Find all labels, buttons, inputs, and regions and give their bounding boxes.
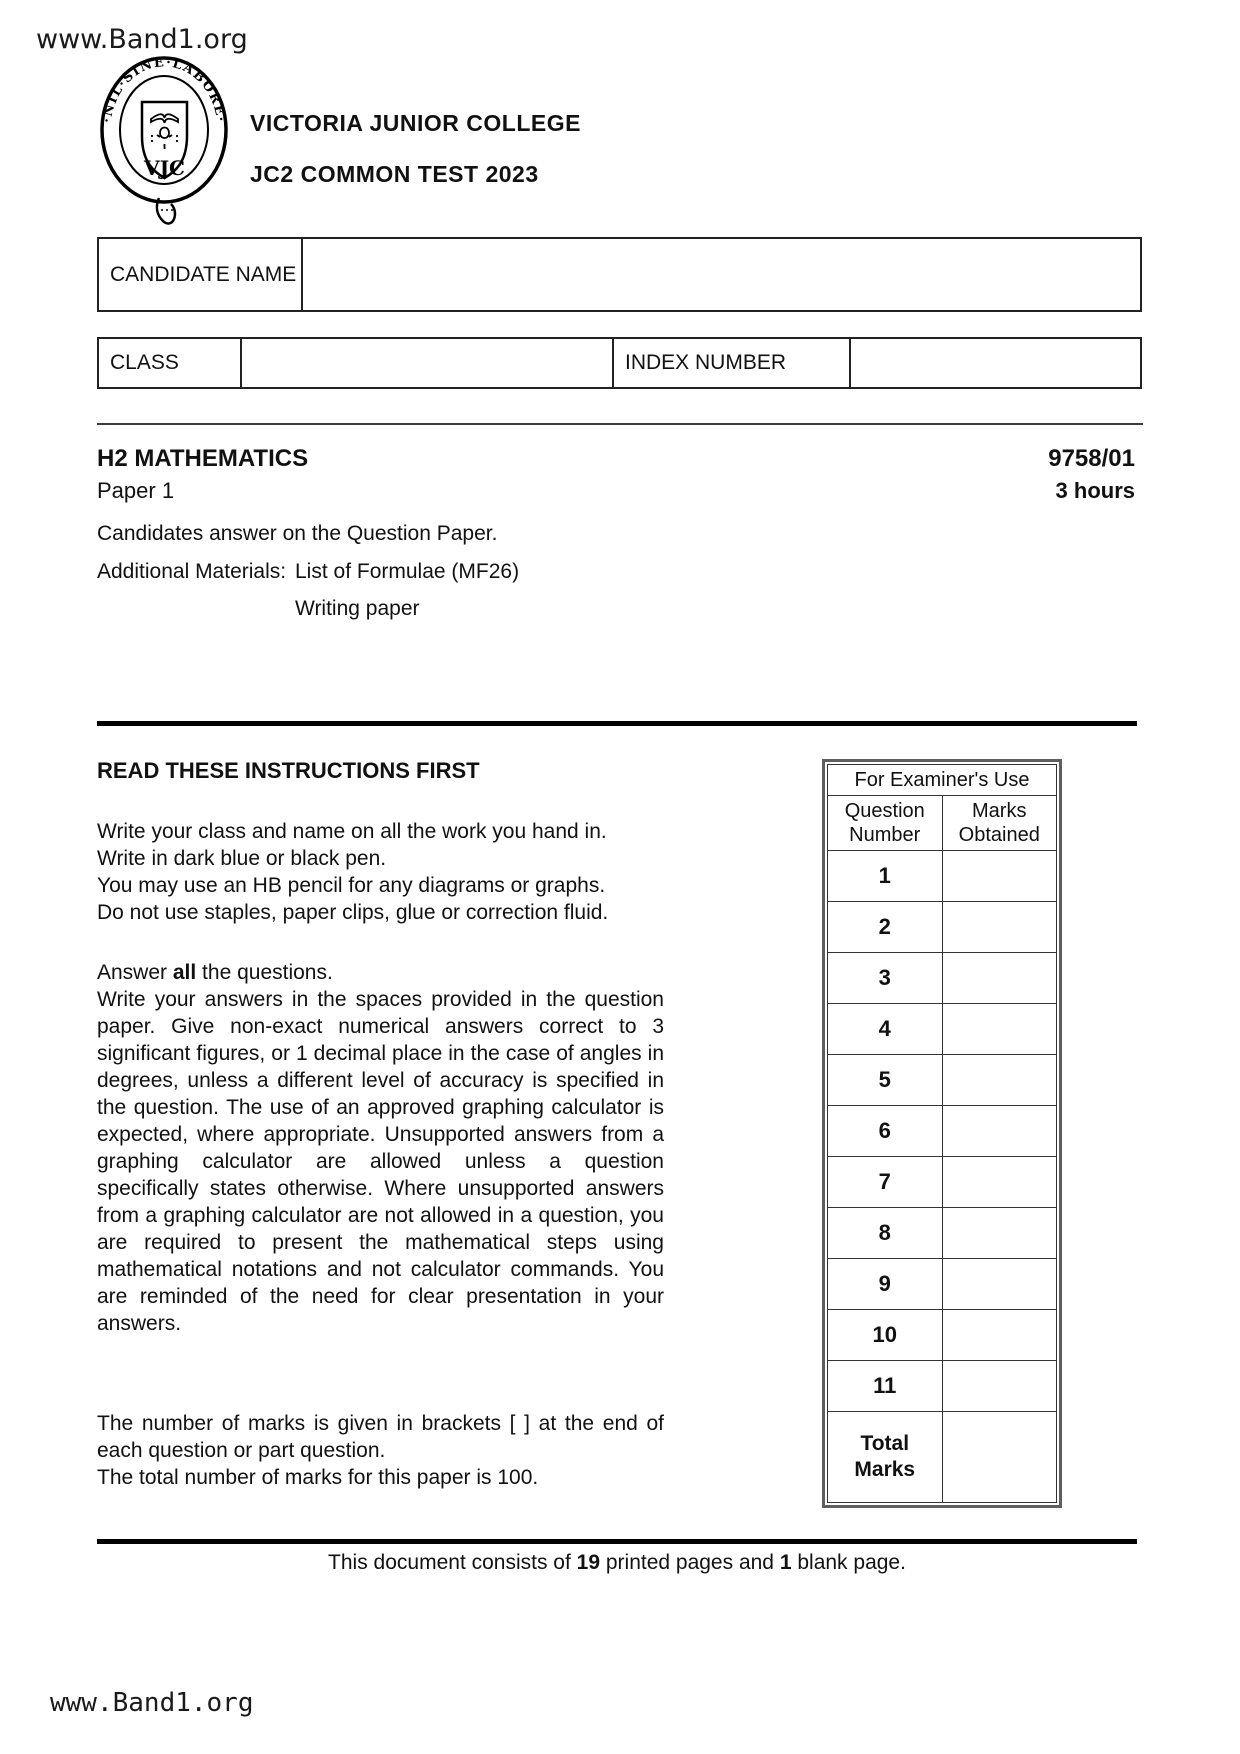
- watermark-top: www.Band1.org: [36, 24, 248, 55]
- college-name: VICTORIA JUNIOR COLLEGE: [250, 110, 581, 136]
- paper-number: Paper 1: [97, 478, 175, 503]
- table-row: [828, 1055, 1057, 1106]
- footer-blank-count: 1: [779, 1551, 792, 1574]
- question-number: 5: [828, 1055, 943, 1106]
- total-marks-label: Total Marks: [828, 1412, 943, 1503]
- footer-prefix: This document consists of: [328, 1551, 577, 1574]
- question-number: 7: [828, 1157, 943, 1208]
- table-row: [828, 1259, 1057, 1310]
- additional-material-1: List of Formulae (MF26): [295, 560, 520, 583]
- candidate-name-box: [97, 237, 1142, 312]
- footer-suffix: blank page.: [791, 1551, 906, 1574]
- additional-materials-label: Additional Materials:: [97, 560, 287, 583]
- table-row: [828, 953, 1057, 1004]
- marks-cell: [942, 851, 1057, 902]
- instructions-paragraph-3: [97, 1410, 664, 1491]
- marks-cell: [942, 1310, 1057, 1361]
- instruction-line: You may use an HB pencil for any diagrams or graphs.: [97, 874, 606, 897]
- answer-prefix: Answer: [97, 961, 173, 984]
- table-row: [828, 1157, 1057, 1208]
- section-rule-bottom: [97, 1539, 1137, 1544]
- class-index-box: [97, 337, 1142, 389]
- candidate-name-label: CANDIDATE NAME: [98, 238, 302, 311]
- answer-suffix: the questions.: [196, 961, 333, 984]
- question-number: 6: [828, 1106, 943, 1157]
- marks-cell: [942, 1106, 1057, 1157]
- table-row: [828, 1208, 1057, 1259]
- candidate-name-field[interactable]: [302, 238, 1141, 311]
- answer-note: Candidates answer on the Question Paper.: [97, 522, 498, 545]
- test-title: JC2 COMMON TEST 2023: [250, 161, 539, 187]
- question-number: 4: [828, 1004, 943, 1055]
- marks-cell: [942, 1361, 1057, 1412]
- marks-cell: [942, 1259, 1057, 1310]
- marks-brackets-line: The number of marks is given in brackets [ ] at the end of each question or part question.: [97, 1412, 664, 1462]
- marks-cell: [942, 1157, 1057, 1208]
- paper-code: 9758/01: [1048, 445, 1135, 472]
- footer-middle: printed pages and: [600, 1551, 780, 1574]
- instructions-paragraph-1: [97, 818, 664, 926]
- question-number: 3: [828, 953, 943, 1004]
- table-row: [828, 851, 1057, 902]
- total-marks-row: [828, 1412, 1057, 1503]
- total-marks-line: The total number of marks for this paper is 100.: [97, 1466, 539, 1489]
- instruction-line: Write in dark blue or black pen.: [97, 847, 387, 870]
- logo-initials: VJC: [144, 156, 185, 180]
- table-row: [828, 1361, 1057, 1412]
- section-rule-top: [97, 721, 1137, 726]
- instructions-paragraph-2: Write your answers in the spaces provided in the question paper. Give non-exact numerical answers correct to 3 significant figures, or 1 decimal place in the case of angles in degrees, unless a different level of accuracy is specified in the question. The use of an approved graphing calculator is expected, where appropriate. Unsupported answers from a graphing calculator are allowed unless a question specifically states otherwise. Where unsupported answers from a graphing calculator are not allowed in a question, you are required to present the mathematical steps using mathematical notations and not calculator commands. You are reminded of the need for clear presentation in your answers.: [97, 988, 664, 1335]
- table-row: [828, 902, 1057, 953]
- marks-obtained-header: Marks Obtained: [942, 796, 1057, 851]
- table-row: [828, 1310, 1057, 1361]
- question-number: 11: [828, 1361, 943, 1412]
- index-number-label: INDEX NUMBER: [613, 338, 850, 388]
- index-number-field[interactable]: [850, 338, 1141, 388]
- logo-tulip-icon: [157, 128, 172, 150]
- question-number: 8: [828, 1208, 943, 1259]
- instruction-line: Write your class and name on all the work you hand in.: [97, 820, 607, 843]
- table-row: [828, 1106, 1057, 1157]
- class-field[interactable]: [241, 338, 613, 388]
- footer-pages-count: 19: [576, 1551, 601, 1574]
- total-marks-cell: [942, 1412, 1057, 1503]
- marks-cell: [942, 1004, 1057, 1055]
- watermark-bottom: www.Band1.org: [50, 1688, 254, 1718]
- paper-duration: 3 hours: [1055, 478, 1135, 503]
- examiner-table-title: For Examiner's Use: [828, 765, 1057, 796]
- subject-title: H2 MATHEMATICS: [97, 445, 309, 472]
- instruction-line: Do not use staples, paper clips, glue or correction fluid.: [97, 901, 609, 924]
- examiner-use-table: [822, 759, 1062, 1508]
- question-number-header: Question Number: [828, 796, 943, 851]
- logo-dot: [151, 140, 153, 142]
- logo-motto: ·NIL·SINE·LABORE·: [99, 55, 229, 124]
- question-number: 10: [828, 1310, 943, 1361]
- answer-bold: all: [172, 961, 197, 984]
- instructions-title: READ THESE INSTRUCTIONS FIRST: [97, 758, 480, 783]
- logo-dot: [176, 135, 178, 137]
- class-label: CLASS: [98, 338, 241, 388]
- answer-all-line: [97, 959, 664, 986]
- logo-book-icon: [151, 114, 178, 123]
- question-number: 1: [828, 851, 943, 902]
- vjc-crest-logo: [98, 50, 236, 228]
- divider-line: [97, 423, 1143, 425]
- marks-cell: [942, 953, 1057, 1004]
- question-number: 9: [828, 1259, 943, 1310]
- table-row: [828, 1004, 1057, 1055]
- marks-cell: [942, 902, 1057, 953]
- document-footer-note: [97, 1551, 1137, 1575]
- logo-dot: [176, 140, 178, 142]
- marks-cell: [942, 1208, 1057, 1259]
- question-number: 2: [828, 902, 943, 953]
- marks-cell: [942, 1055, 1057, 1106]
- logo-dot: [151, 135, 153, 137]
- additional-material-2: Writing paper: [295, 597, 420, 620]
